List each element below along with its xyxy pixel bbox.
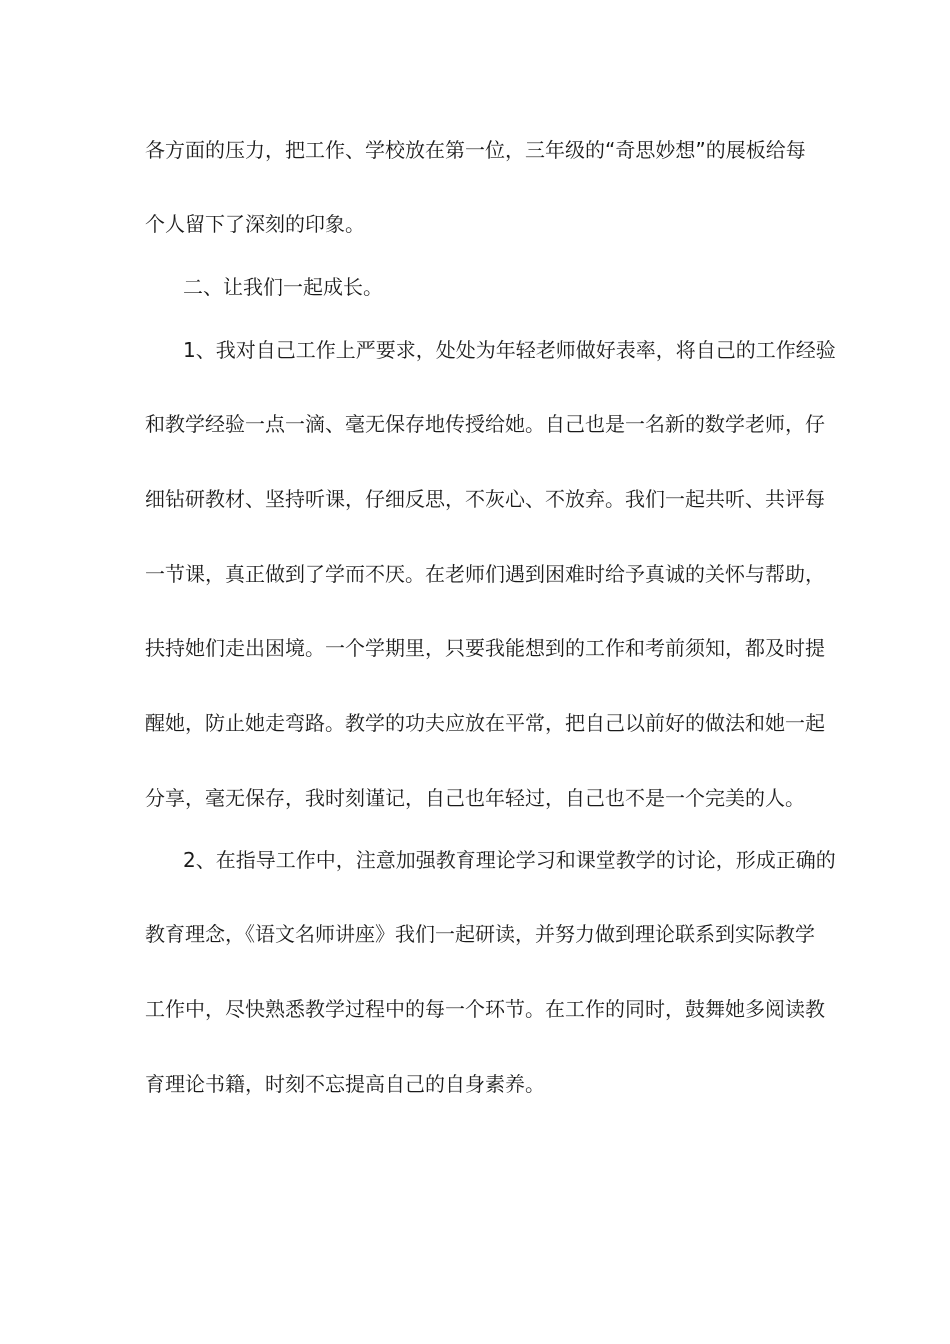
text-line-14: 育理论书籍，时刻不忘提高自己的自身素养。 <box>145 1072 545 1096</box>
text-line-1: 各方面的压力，把工作、学校放在第一位，三年级的“奇思妙想”的展板给每 <box>145 138 806 162</box>
text-line-12: 教育理念，《语文名师讲座》我们一起研读，并努力做到理论联系到实际教学 <box>145 922 815 946</box>
section-heading: 二、让我们一起成长。 <box>183 275 383 299</box>
text-line-4: 1、我对自己工作上严要求，处处为年轻老师做好表率，将自己的工作经验 <box>183 338 836 362</box>
text-line-10: 分享，毫无保存，我时刻谨记，自己也年轻过，自己也不是一个完美的人。 <box>145 786 805 810</box>
text-line-6: 细钻研教材、坚持听课，仔细反思，不灰心、不放弃。我们一起共听、共评每 <box>145 487 825 511</box>
text-line-9: 醒她，防止她走弯路。教学的功夫应放在平常，把自己以前好的做法和她一起 <box>145 711 825 735</box>
text-line-5: 和教学经验一点一滴、毫无保存地传授给她。自己也是一名新的数学老师，仔 <box>145 412 825 436</box>
text-line-13: 工作中，尽快熟悉教学过程中的每一个环节。在工作的同时，鼓舞她多阅读教 <box>145 997 825 1021</box>
text-line-8: 扶持她们走出困境。一个学期里，只要我能想到的工作和考前须知，都及时提 <box>145 636 825 660</box>
text-line-11: 2、在指导工作中，注意加强教育理论学习和课堂教学的讨论，形成正确的 <box>183 848 836 872</box>
text-line-7: 一节课，真正做到了学而不厌。在老师们遇到困难时给予真诚的关怀与帮助， <box>145 562 825 586</box>
text-line-2: 个人留下了深刻的印象。 <box>145 212 365 236</box>
